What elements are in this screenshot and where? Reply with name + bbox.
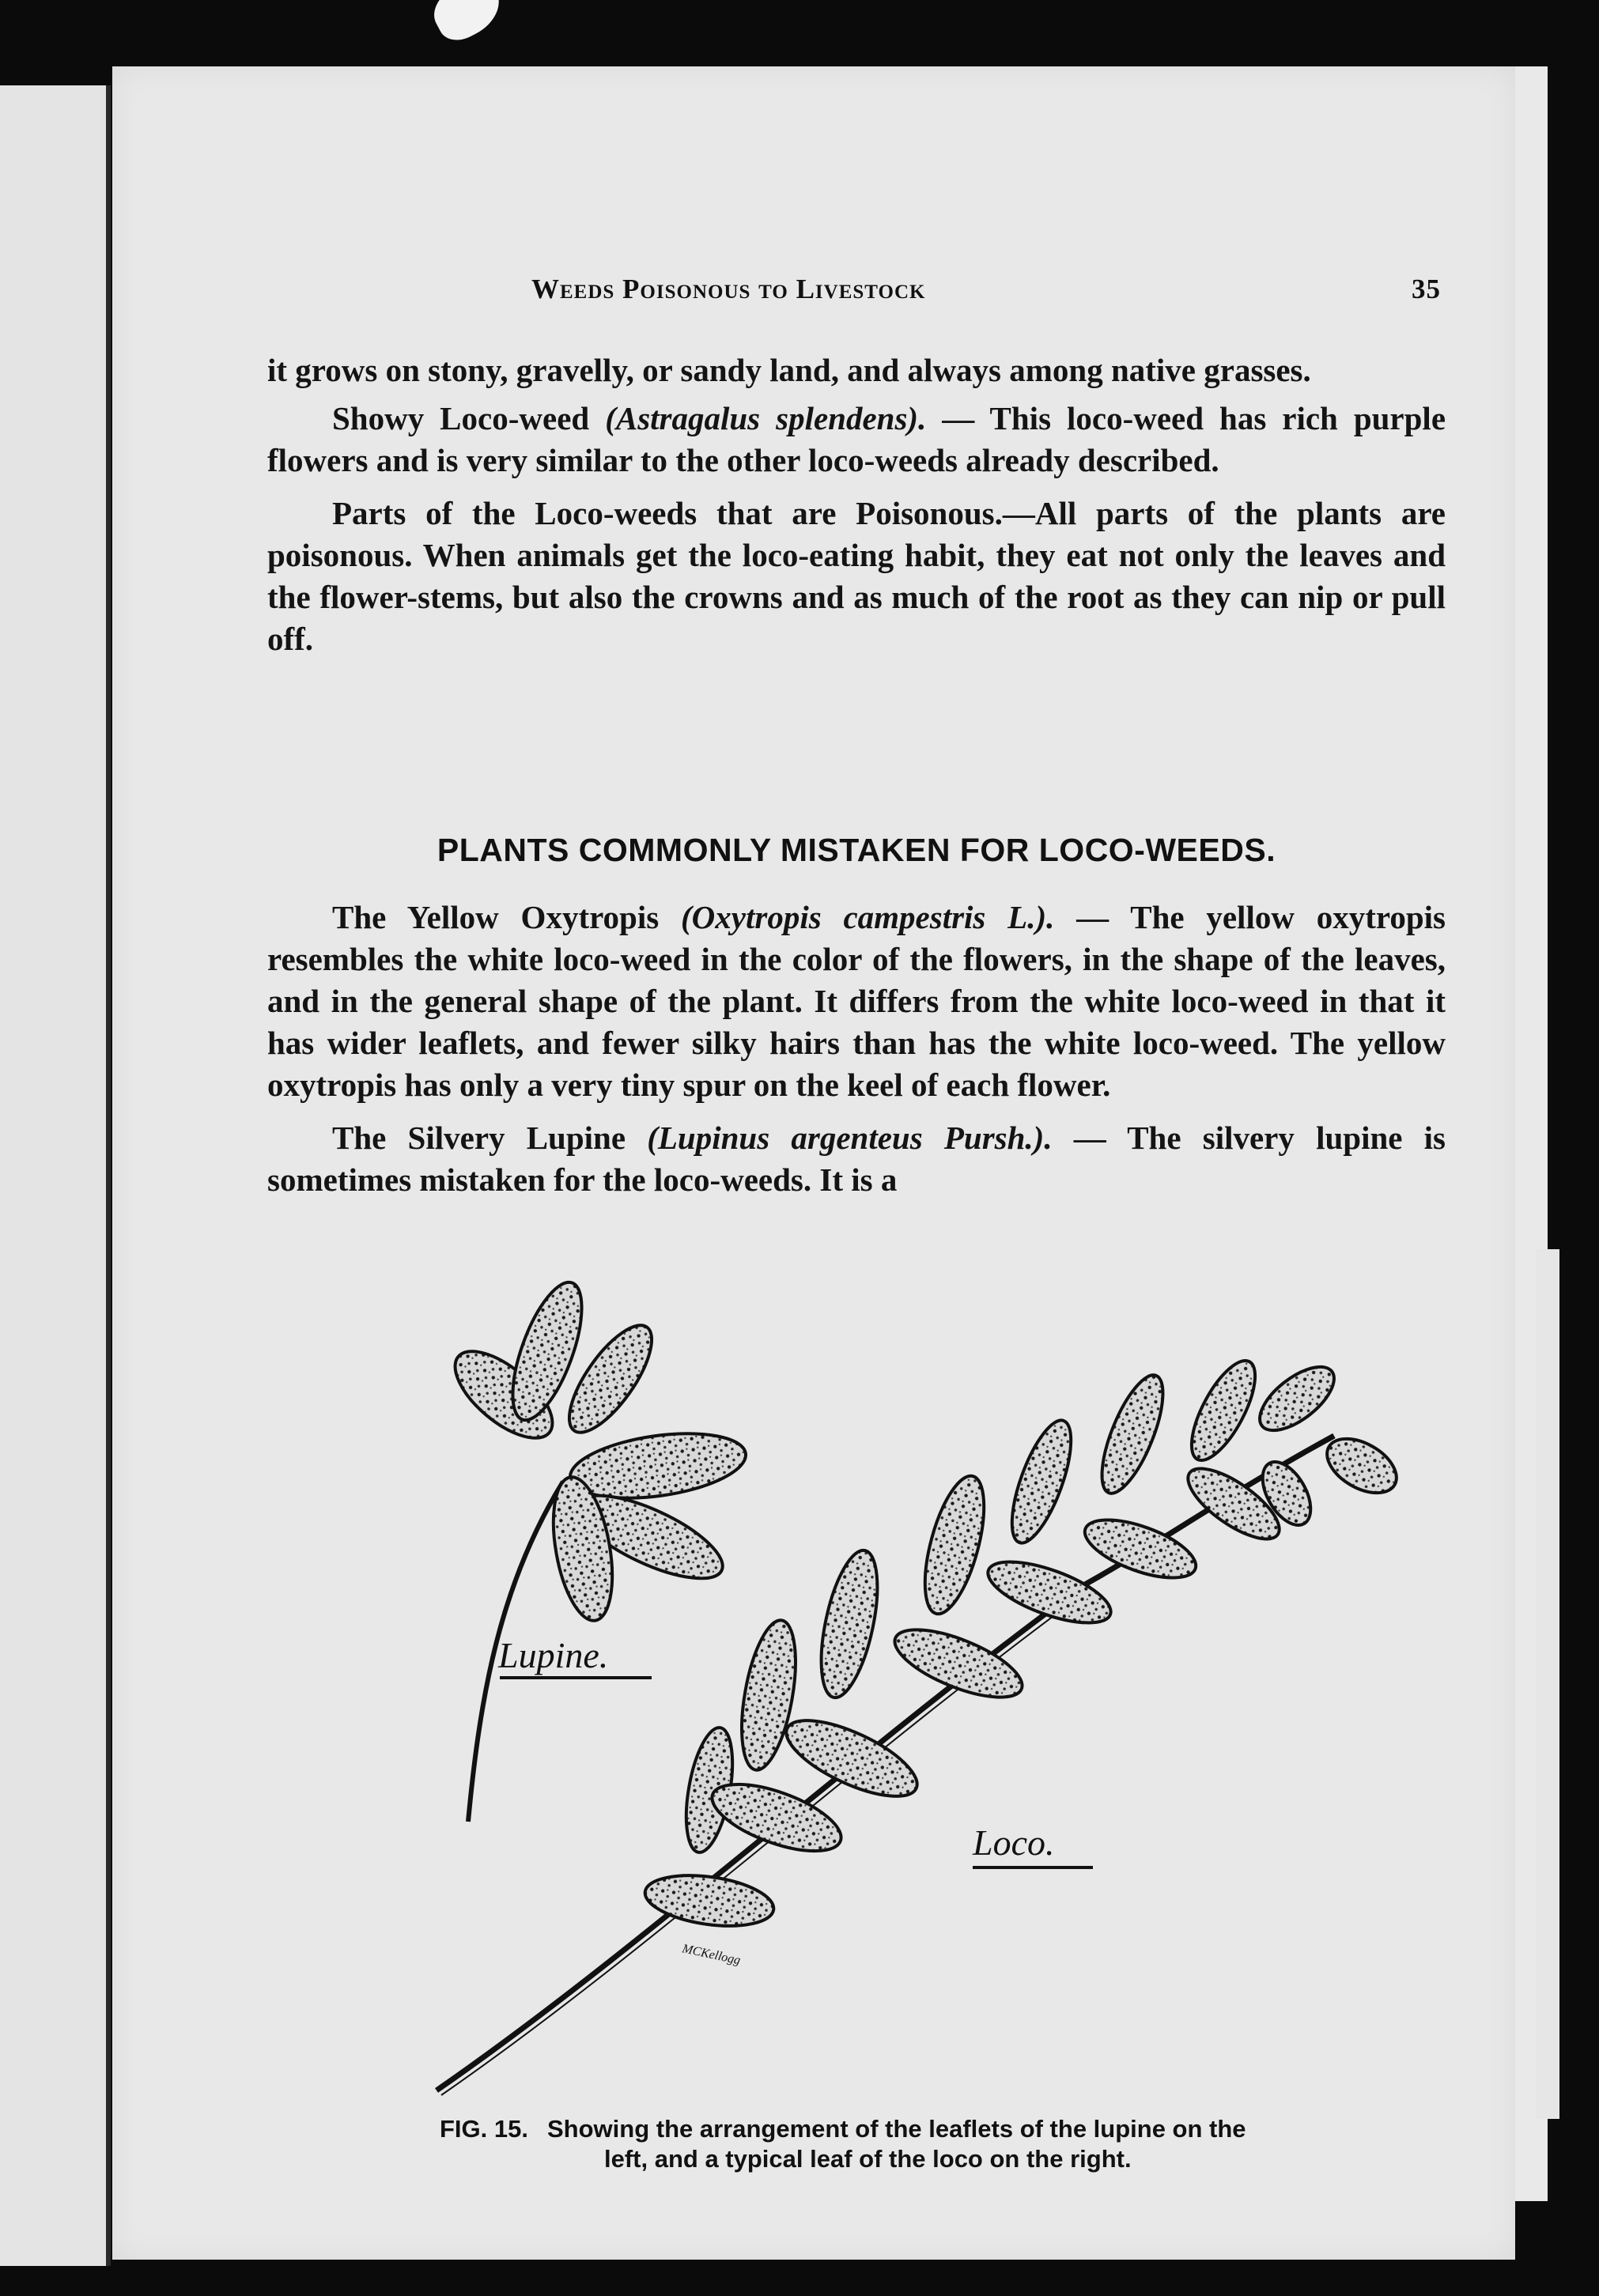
latin-name: (Oxytropis campestris L.). <box>681 899 1055 935</box>
book-page <box>112 66 1515 2260</box>
body-text-bottom <box>267 897 1446 1201</box>
latin-name: (Astragalus splendens). <box>605 400 927 436</box>
paragraph-showy-loco <box>267 398 1446 481</box>
term-showy-loco: Showy Loco-weed <box>332 400 590 436</box>
body-text-top <box>267 349 1446 660</box>
page-number: 35 <box>1412 274 1441 304</box>
paragraph-body: — The silvery lupine is sometimes mistaken for the loco-weeds. It is a <box>267 1120 1446 1198</box>
paragraph-body: —All parts of the plants are poisonous. When animals get the loco-eating habit, they eat not only the leaves and the flower-stems, but also the crowns and as much of the root as they can nip or pull off. <box>267 495 1446 657</box>
paragraph-continued: it grows on stony, gravelly, or sandy land, and always among native grasses. <box>267 352 1311 388</box>
facing-page-edge <box>0 85 111 2266</box>
caption-line-2: left, and a typical leaf of the loco on the right. <box>604 2145 1132 2173</box>
paragraph-body: — The yellow oxytropis resembles the white loco-weed in the color of the flowers, in the shape of the leaves, and in the general shape of the plant. It differs from the white loco-weed in that it has wider leaflets, and fewer silky hairs than has the white loco-weed. The yellow oxytropis has only a very tiny spur on the keel of each flower. <box>267 899 1446 1103</box>
artist-signature: MCKellogg <box>681 1942 742 1968</box>
loco-label: Loco. <box>973 1822 1055 1863</box>
running-title: Weeds Poisonous to Livestock <box>531 274 926 304</box>
paragraph-body: — This loco-weed has rich purple flowers and is very similar to the other loco-weeds already described. <box>267 400 1446 478</box>
section-heading: PLANTS COMMONLY MISTAKEN FOR LOCO-WEEDS. <box>437 832 1276 868</box>
lupine-label: Lupine. <box>498 1635 609 1675</box>
term-parts-poisonous: Parts of the Loco-weeds that are Poisonous. <box>332 495 1003 531</box>
term-yellow-oxytropis: The Yellow Oxytropis <box>332 899 660 935</box>
figure-caption <box>440 2114 1452 2174</box>
paragraph-yellow-oxytropis <box>267 897 1446 1106</box>
figure-label: FIG. 15. <box>440 2115 528 2143</box>
film-blemish <box>425 0 509 47</box>
paragraph-parts-poisonous <box>267 493 1446 660</box>
caption-line-1: Showing the arrangement of the leaflets of the lupine on the <box>546 2115 1246 2143</box>
figure-illustration <box>405 1252 1433 2106</box>
running-header <box>531 274 1441 321</box>
page-tab <box>1536 1249 1559 2119</box>
term-silvery-lupine: The Silvery Lupine <box>332 1120 626 1156</box>
latin-name: (Lupinus argenteus Pursh.). <box>647 1120 1053 1156</box>
paragraph-silvery-lupine <box>267 1117 1446 1201</box>
